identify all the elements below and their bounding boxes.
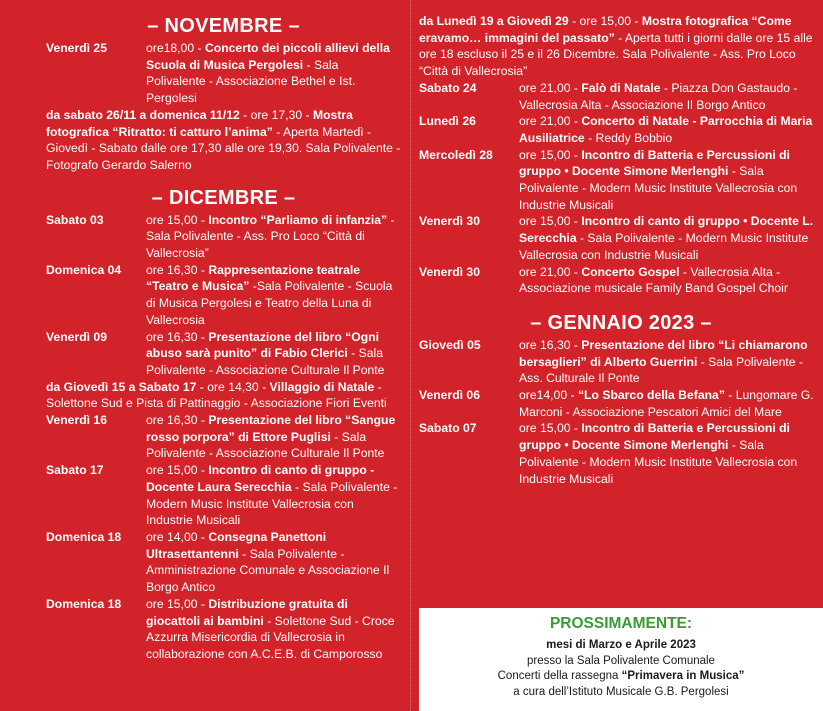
event-date: Venerdì 16 xyxy=(46,413,107,428)
upcoming-box xyxy=(419,608,823,711)
event-date: Domenica 18 xyxy=(46,529,122,544)
event-text: ore 15,00 - Incontro “Parliamo di infanzia” - Sala Polivalente - Ass. Pro Loco “Città di Vallecrosia” xyxy=(146,212,395,261)
event-item xyxy=(46,596,401,663)
event-text: ore 15,00 - Incontro di Batteria e Percussioni di gruppo • Docente Simone Merlenghi - Sala Polivalente - Modern Music Institute Vallecrosia con Industrie Musicali xyxy=(519,421,798,486)
event-item xyxy=(419,337,823,387)
event-date: da Giovedì 15 a Sabato 17 xyxy=(46,379,197,394)
event-item xyxy=(46,412,401,462)
event-date: Giovedì 05 xyxy=(419,337,481,352)
event-date: Venerdì 25 xyxy=(46,41,107,55)
event-text: ore 16,30 - Presentazione del libro “Li chiamarono bersaglieri” di Alberto Guerrini - Sala Polivalente - Ass. Culturale Il Ponte xyxy=(519,337,808,386)
event-text: ore 15,00 - Incontro di canto di gruppo • Docente L. Serecchia - Sala Polivalente - Modern Music Institute Vallecrosia con Industrie Musicali xyxy=(519,214,814,262)
event-item xyxy=(419,420,823,487)
event-item xyxy=(419,80,823,113)
event-text: da Giovedì 15 a Sabato 17 - ore 14,30 - Villaggio di Natale - Solettone Sud e Pista di Pattinaggio - Associazione Fiori Eventi xyxy=(46,379,387,411)
event-date: Venerdì 06 xyxy=(419,388,480,403)
event-text: ore 16,30 - Presentazione del libro “Ogni abuso sarà punito” di Fabio Clerici - Sala Polivalente - Associazione Culturale Il Ponte xyxy=(146,329,385,377)
event-item xyxy=(46,262,401,329)
event-date: Domenica 04 xyxy=(46,262,122,277)
event-date: Sabato 17 xyxy=(46,463,104,478)
event-item xyxy=(419,147,823,214)
event-item xyxy=(419,213,823,263)
event-text: da sabato 26/11 a domenica 11/12 - ore 17,30 - Mostra fotografica “Ritratto: ti catturo l’anima” - Aperta Martedì - Giovedì - Sabato dalle ore 17,30 alle ore 19,30. Sala Polivalente - Fotografo Gerardo Salerno xyxy=(46,107,401,172)
event-text: ore14,00 - “Lo Sbarco della Befana” - Lungomare G. Marconi - Associazione Pescatori Amici del Mare xyxy=(519,388,814,419)
event-date: Venerdì 30 xyxy=(419,264,480,279)
event-item xyxy=(419,264,823,297)
left-column xyxy=(46,0,401,663)
event-item xyxy=(46,462,401,529)
event-date: Lunedì 26 xyxy=(419,114,476,129)
event-text: ore 14,00 - Consegna Panettoni Ultrasettantenni - Sala Polivalente - Amministrazione Comunale e Associazione Il Borgo Antico xyxy=(146,529,390,595)
event-text: da Lunedì 19 a Giovedì 29 - ore 15,00 - Mostra fotografica “Come eravamo… immagini del passato” - Aperta tutti i giorni dalle ore 15 alle ore 18 escluso il 25 e il 26 Dicembre. Sala Polivalente - Ass. Pro Loco “Città di Vallecrosia” xyxy=(419,14,813,79)
right-column xyxy=(419,0,823,487)
upcoming-series: Concerti della rassegna “Primavera in Musica” xyxy=(497,670,745,682)
event-item xyxy=(46,107,401,174)
column-divider xyxy=(410,0,412,711)
event-item xyxy=(46,40,401,107)
month-heading-novembre: – NOVEMBRE – xyxy=(147,15,300,37)
event-date: Venerdì 30 xyxy=(419,214,480,229)
event-date: Sabato 07 xyxy=(419,421,477,436)
event-date: Domenica 18 xyxy=(46,596,122,611)
event-date: Sabato 03 xyxy=(46,212,104,227)
event-item xyxy=(419,387,823,420)
event-item xyxy=(46,212,401,262)
event-date: Sabato 24 xyxy=(419,80,477,95)
month-heading-gennaio: – GENNAIO 2023 – xyxy=(530,311,712,334)
event-date: Venerdì 09 xyxy=(46,329,107,344)
upcoming-title: PROSSIMAMENTE: xyxy=(549,615,693,632)
event-text: ore 16,30 - Rappresentazione teatrale “Teatro e Musica” -Sala Polivalente - Scuola di Musica Pergolesi e Teatro della Luna di Vallecrosia xyxy=(146,262,393,327)
event-date: da sabato 26/11 a domenica 11/12 xyxy=(46,107,240,122)
event-text: ore 15,00 - Incontro di Batteria e Percussioni di gruppo • Docente Simone Merlenghi - Sala Polivalente - Modern Music Institute Vallecrosia con Industrie Musicali xyxy=(519,147,798,212)
event-item xyxy=(46,379,401,412)
event-text: ore 21,00 - Concerto Gospel - Vallecrosia Alta - Associazione musicale Family Band Gospel Choir xyxy=(519,264,788,296)
month-heading-dicembre: – DICEMBRE – xyxy=(151,186,296,209)
event-text: ore 15,00 - Incontro di canto di gruppo - Docente Laura Serecchia - Sala Polivalente - Modern Music Institute Vallecrosia con Industrie Musicali xyxy=(146,463,398,528)
event-text: ore18,00 - Concerto dei piccoli allievi della Scuola di Musica Pergolesi - Sala Polivalente - Associazione Bethel e Ist. Pergolesi xyxy=(146,41,390,106)
event-date: Mercoledì 28 xyxy=(419,147,493,162)
event-item xyxy=(46,529,401,596)
event-text: ore 15,00 - Distribuzione gratuita di giocattoli ai bambini - Solettone Sud - Croce Azzurra Misericordia di Vallecrosia in collaborazione con A.C.E.B. di Camporosso xyxy=(146,596,395,661)
event-date: da Lunedì 19 a Giovedì 29 xyxy=(419,14,569,28)
event-text: ore 21,00 - Falò di Natale - Piazza Don Gastaudo - Vallecrosia Alta - Associazione Il Borgo Antico xyxy=(519,80,798,112)
upcoming-location: presso la Sala Polivalente Comunale xyxy=(527,654,715,667)
event-item xyxy=(419,113,823,146)
upcoming-organizer: a cura dell’Istituto Musicale G.B. Pergolesi xyxy=(513,685,729,698)
event-item xyxy=(419,13,823,80)
event-text: ore 16,30 - Presentazione del libro “Sangue rosso porpora” di Ettore Puglisi - Sala Polivalente - Associazione Culturale Il Ponte xyxy=(146,413,396,461)
event-item xyxy=(46,329,401,379)
upcoming-period: mesi di Marzo e Aprile 2023 xyxy=(546,639,696,651)
event-text: ore 21,00 - Concerto di Natale - Parrocchia di Maria Ausiliatrice - Reddy Bobbio xyxy=(519,114,813,145)
